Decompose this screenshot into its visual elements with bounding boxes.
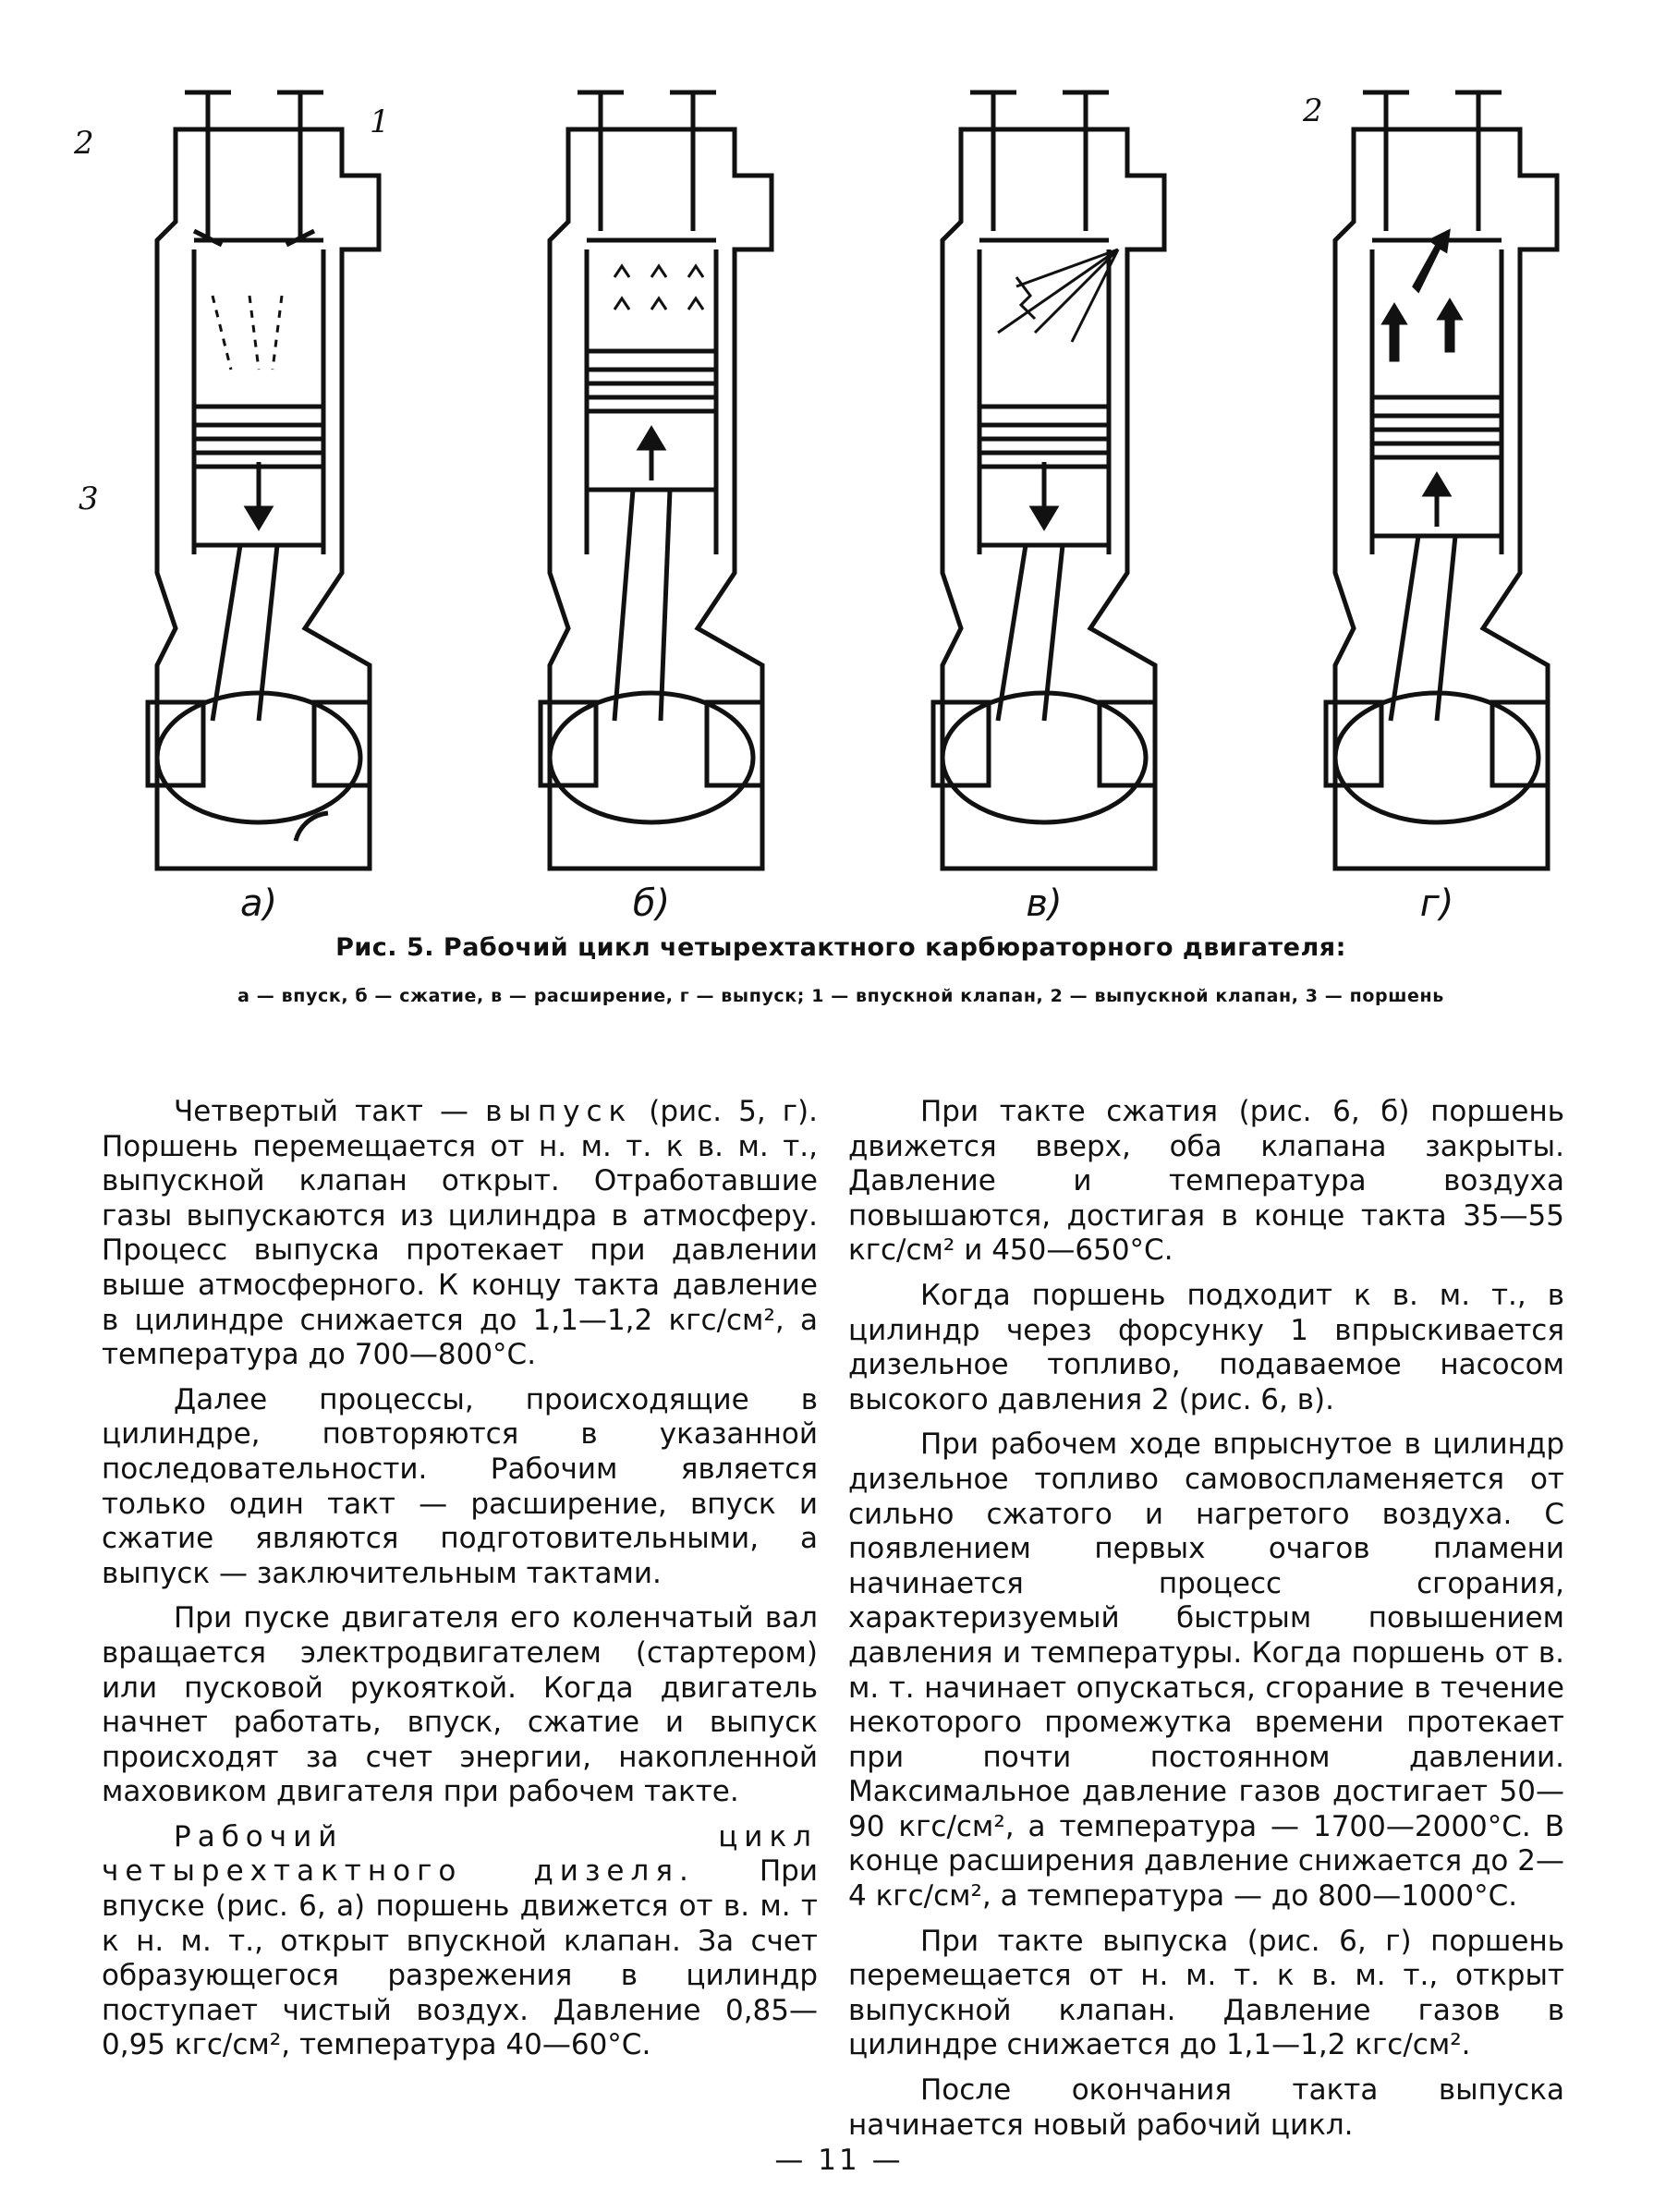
paragraph-text: При пуске двигателя его коленчатый вал вращается электродвигателем (стартером) или пусковой рукояткой. Когда двигатель начнет работать, впуск, сжатие и выпуск происходят за счет энергии, накопленной маховиком двигателя при рабочем такте. [102, 1601, 818, 1809]
spaced-term: выпуск [485, 1095, 633, 1128]
text-columns [102, 1095, 1599, 2142]
engine-compression-diagram [513, 55, 790, 942]
paragraph-diesel-cycle [102, 1820, 818, 2063]
callout-exhaust-valve-g: 2 [1303, 92, 1323, 129]
paragraph-lead: Четвертый такт — [174, 1095, 486, 1128]
left-column [102, 1095, 818, 2063]
paragraph-exhaust-stroke [102, 1095, 818, 1373]
engine-intake-drawing [120, 55, 397, 887]
engine-expansion-drawing [906, 55, 1183, 887]
paragraph-starting [102, 1601, 818, 1810]
paragraph-compression: При такте сжатия (рис. 6, б) поршень движется вверх, оба клапана закрыты. Давление и температура воздуха повышаются, достигая в конце такта 35—55 кгс/см² и 450—650°С. [848, 1095, 1564, 1268]
paragraph-working-stroke: При рабочем ходе впрыснутое в цилиндр дизельное топливо самовоспламеняется от сильно сжатого и нагретого воздуха. С появлением первых очагов пламени начинается процесс сгорания, характеризуемый быстрым повышением давления и температуры. Когда поршень от в. м. т. начинает опускаться, сгорание в течение некоторого промежутка времени протекает при почти постоянном давлении. Максимальное давление газов достигает 50—90 кгс/см², а температура — 1700—2000°С. В конце расширения давление снижается до 2—4 кгс/см², а температура — до 800—1000°С. [848, 1428, 1564, 1914]
paragraph-text: Далее процессы, происходящие в цилиндре, повторяются в указанной последовательности. Рабочим является только один такт — расширение, впуск и сжатие являются подготовительными, а выпуск — заключительным тактами. [102, 1382, 818, 1590]
engine-exhaust-diagram [1298, 55, 1575, 942]
figure-label-g: г) [1419, 882, 1454, 925]
engine-figure [65, 55, 1626, 942]
figure-label-v: в) [1026, 882, 1063, 925]
page-number: — 11 — [774, 2144, 904, 2177]
caption-title: Рис. 5. Рабочий цикл четырехтактного карбюраторного двигателя: [335, 933, 1346, 962]
engine-exhaust-drawing [1298, 55, 1575, 887]
callout-piston-a: 3 [79, 480, 99, 517]
figure-caption [55, 933, 1626, 1006]
engine-compression-drawing [513, 55, 790, 887]
right-column [848, 1095, 1564, 2143]
figure-label-a: а) [239, 882, 278, 925]
paragraph-sequence [102, 1383, 818, 1592]
figure-label-b: б) [632, 882, 671, 925]
paragraph-text: (рис. 5, г). Поршень перемещается от н. м. т. к в. м. т., выпускной клапан открыт. Отработавшие газы выпускаются из цилиндра в атмосферу. Процесс выпуска протекает при давлении выше атмосферного. К концу такта давление в цилиндре снижается до 1,1—1,2 кгс/см², а температура до 700—800°С. [102, 1095, 818, 1372]
paragraph-exhaust-diesel: При такте выпуска (рис. 6, г) поршень перемещается от н. м. т. к в. м. т., открыт выпускной клапан. Давление газов в цилиндре снижается до 1,1—1,2 кгс/см². [848, 1924, 1564, 2062]
paragraph-text: При впуске (рис. 6, а) поршень движется от в. м. т к н. м. т., открыт впускной клапан. За счет образующегося разрежения в цилиндр поступает чистый воздух. Давление 0,85—0,95 кгс/см², температура 40—60°С. [102, 1854, 818, 2062]
caption-legend: а — впуск, б — сжатие, в — расширение, г — выпуск; 1 — впускной клапан, 2 — выпускной клапан, 3 — поршень [237, 986, 1444, 1006]
engine-expansion-diagram [906, 55, 1183, 942]
paragraph-injection: Когда поршень подходит к в. м. т., в цилиндр через форсунку 1 впрыскивается дизельное топливо, подаваемое насосом высокого давления 2 (рис. 6, в). [848, 1278, 1564, 1416]
engine-intake-diagram [120, 55, 397, 942]
paragraph-new-cycle: После окончания такта выпуска начинается новый рабочий цикл. [848, 2073, 1564, 2142]
spaced-term: Рабочий цикл четырехтактного дизеля. [102, 1819, 818, 1889]
callout-exhaust-valve-a: 2 [74, 125, 94, 162]
callout-intake-valve-a: 1 [370, 103, 390, 140]
